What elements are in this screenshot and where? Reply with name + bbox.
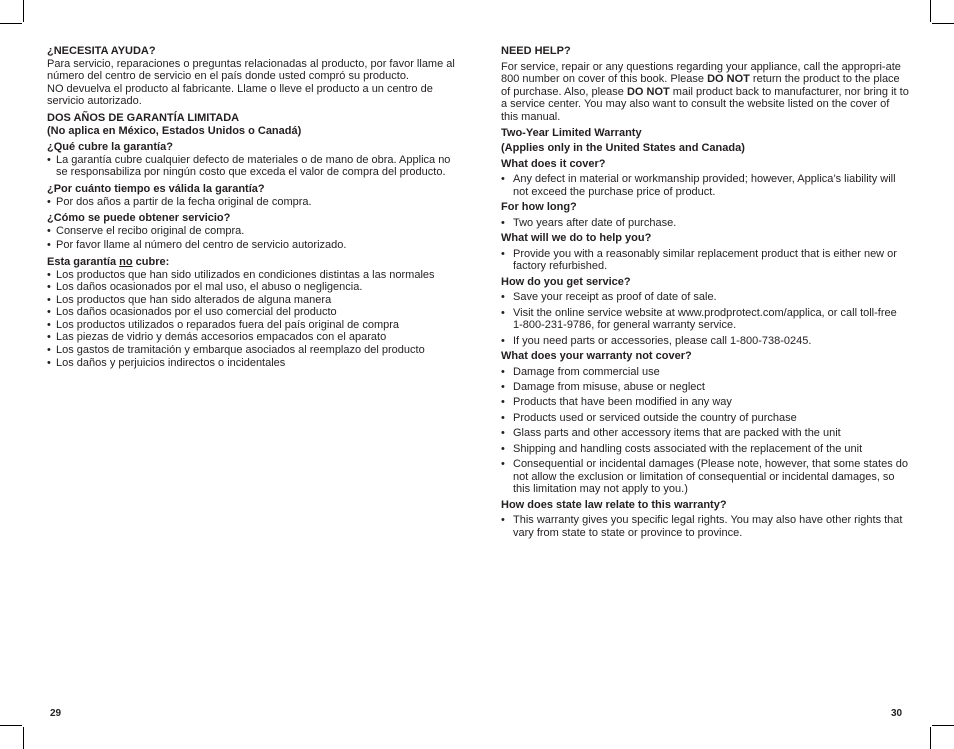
list-item: • Consequential or incidental damages (Please note, however, that some states do not allow the exclusion or limitation of consequential or incidental damages, so this limitation may not apply to you.) [501,458,909,496]
not-covered-question: What does your warranty not cover? [501,350,692,363]
state-law-question: How does state law relate to this warranty? [501,498,727,511]
help-you-list [501,248,909,273]
duration-question: ¿Por cuánto tiempo es válida la garantía? [47,182,265,195]
coverage-list [501,173,909,198]
help-paragraph-2: NO devuelva el producto al fabricante. Llame o lleve el producto a un centro de servicio autorizado. [47,82,433,108]
help-text-e: mail product back to manufacturer, nor bring it to a service center. You may also want to consult the website listed on the cover of this manual. [501,85,909,123]
list-item: • This warranty gives you specific legal rights. You may also have other rights that vary from state to state or province to province. [501,514,909,539]
list-item: • Los daños ocasionados por el mal uso, el abuso o negligencia. [47,281,457,294]
list-item: • Las piezas de vidrio y demás accesorios empacados con el aparato [47,331,457,344]
not-covered-heading [47,256,457,269]
list-item: • Shipping and handling costs associated with the replacement of the unit [501,443,909,456]
not-covered-list [47,269,457,370]
page-29-spanish [47,45,457,369]
page-number-left: 29 [50,708,62,719]
list-item: • Provide you with a reasonably similar replacement product that is either new or factory refurbished. [501,248,909,273]
list-item: • Damage from commercial use [501,366,909,379]
get-service-list [501,291,909,347]
not-covered-list [501,366,909,496]
list-item: • Conserve el recibo original de compra. [47,225,457,238]
coverage-list [47,154,457,179]
list-item: • Los productos que han sido alterados de alguna manera [47,294,457,307]
help-you-question: What will we do to help you? [501,232,652,245]
list-item: • Los daños ocasionados por el uso comercial del producto [47,306,457,319]
coverage-question: ¿Qué cubre la garantía? [47,141,173,154]
crop-mark-top-left-v [23,0,24,22]
help-paragraph-1: Para servicio, reparaciones o preguntas relacionadas al producto, por favor llame al número del centro de servicio en el país donde usted compró su producto. [47,57,455,83]
crop-mark-bottom-left-h [0,725,22,726]
list-item: • Los productos que han sido utilizados en condiciones distintas a las normales [47,269,457,282]
list-item: • Glass parts and other accessory items that are packed with the unit [501,427,909,440]
service-question: ¿Cómo se puede obtener servicio? [47,212,231,225]
do-not-emphasis: DO NOT [626,85,670,98]
list-item: • If you need parts or accessories, please call 1-800-738-0245. [501,335,909,348]
crop-mark-top-right-v [930,0,931,22]
list-item: • Products used or serviced outside the country of purchase [501,412,909,425]
help-paragraph [501,61,909,124]
page-number-right: 30 [891,708,903,719]
not-covered-no: no [119,255,133,268]
list-item: • La garantía cubre cualquier defecto de materiales o de mano de obra. Applica no se responsabiliza por ningún costo que exceda el valor de compra del producto. [47,154,457,179]
help-text-c: return the product to the place of purchase. Also, please [501,73,900,98]
list-item: • Products that have been modified in any way [501,396,909,409]
crop-mark-bottom-right-v [930,727,931,749]
page-30-english [501,45,909,539]
do-not-emphasis: DO NOT [707,73,750,86]
warranty-heading: Two-Year Limited Warranty [501,126,642,139]
duration-list [501,217,909,230]
warranty-heading: DOS AÑOS DE GARANTÍA LIMITADA [47,111,240,124]
list-item: • Any defect in material or workmanship provided; however, Applica’s liability will not exceed the purchase price of product. [501,173,909,198]
list-item: • Visit the online service website at www.prodprotect.com/applica, or call toll-free 1-800-231-9786, for general warranty service. [501,307,909,332]
list-item: • Damage from misuse, abuse or neglect [501,381,909,394]
warranty-subheading: (No aplica en México, Estados Unidos o Canadá) [47,124,302,137]
crop-mark-bottom-left-v [23,727,24,749]
list-item: • Two years after date of purchase. [501,217,909,230]
list-item: • Los gastos de tramitación y embarque asociados al reemplazo del producto [47,344,457,357]
duration-question: For how long? [501,201,577,214]
not-covered-post: cubre: [132,255,170,268]
list-item: • Los productos utilizados o reparados fuera del país original de compra [47,319,457,332]
coverage-question: What does it cover? [501,157,606,170]
not-covered-pre: Esta garantía [47,255,120,268]
help-heading: ¿NECESITA AYUDA? [47,45,156,57]
help-heading: NEED HELP? [501,45,571,57]
crop-mark-top-right-h [932,23,954,24]
state-law-list [501,514,909,539]
list-item: • Los daños y perjuicios indirectos o incidentales [47,357,457,370]
list-item: • Por favor llame al número del centro de servicio autorizado. [47,239,457,252]
list-item: • Por dos años a partir de la fecha original de compra. [47,196,457,209]
list-item: • Save your receipt as proof of date of sale. [501,291,909,304]
crop-mark-top-left-h [0,23,22,24]
service-list [47,225,457,252]
crop-mark-bottom-right-h [932,725,954,726]
help-text-a: For service, repair or any questions regarding your appliance, call the appropri-ate 800 number on cover of this book. Please [501,60,901,86]
duration-list [47,196,457,209]
get-service-question: How do you get service? [501,275,631,288]
warranty-subheading: (Applies only in the United States and Canada) [501,142,745,155]
